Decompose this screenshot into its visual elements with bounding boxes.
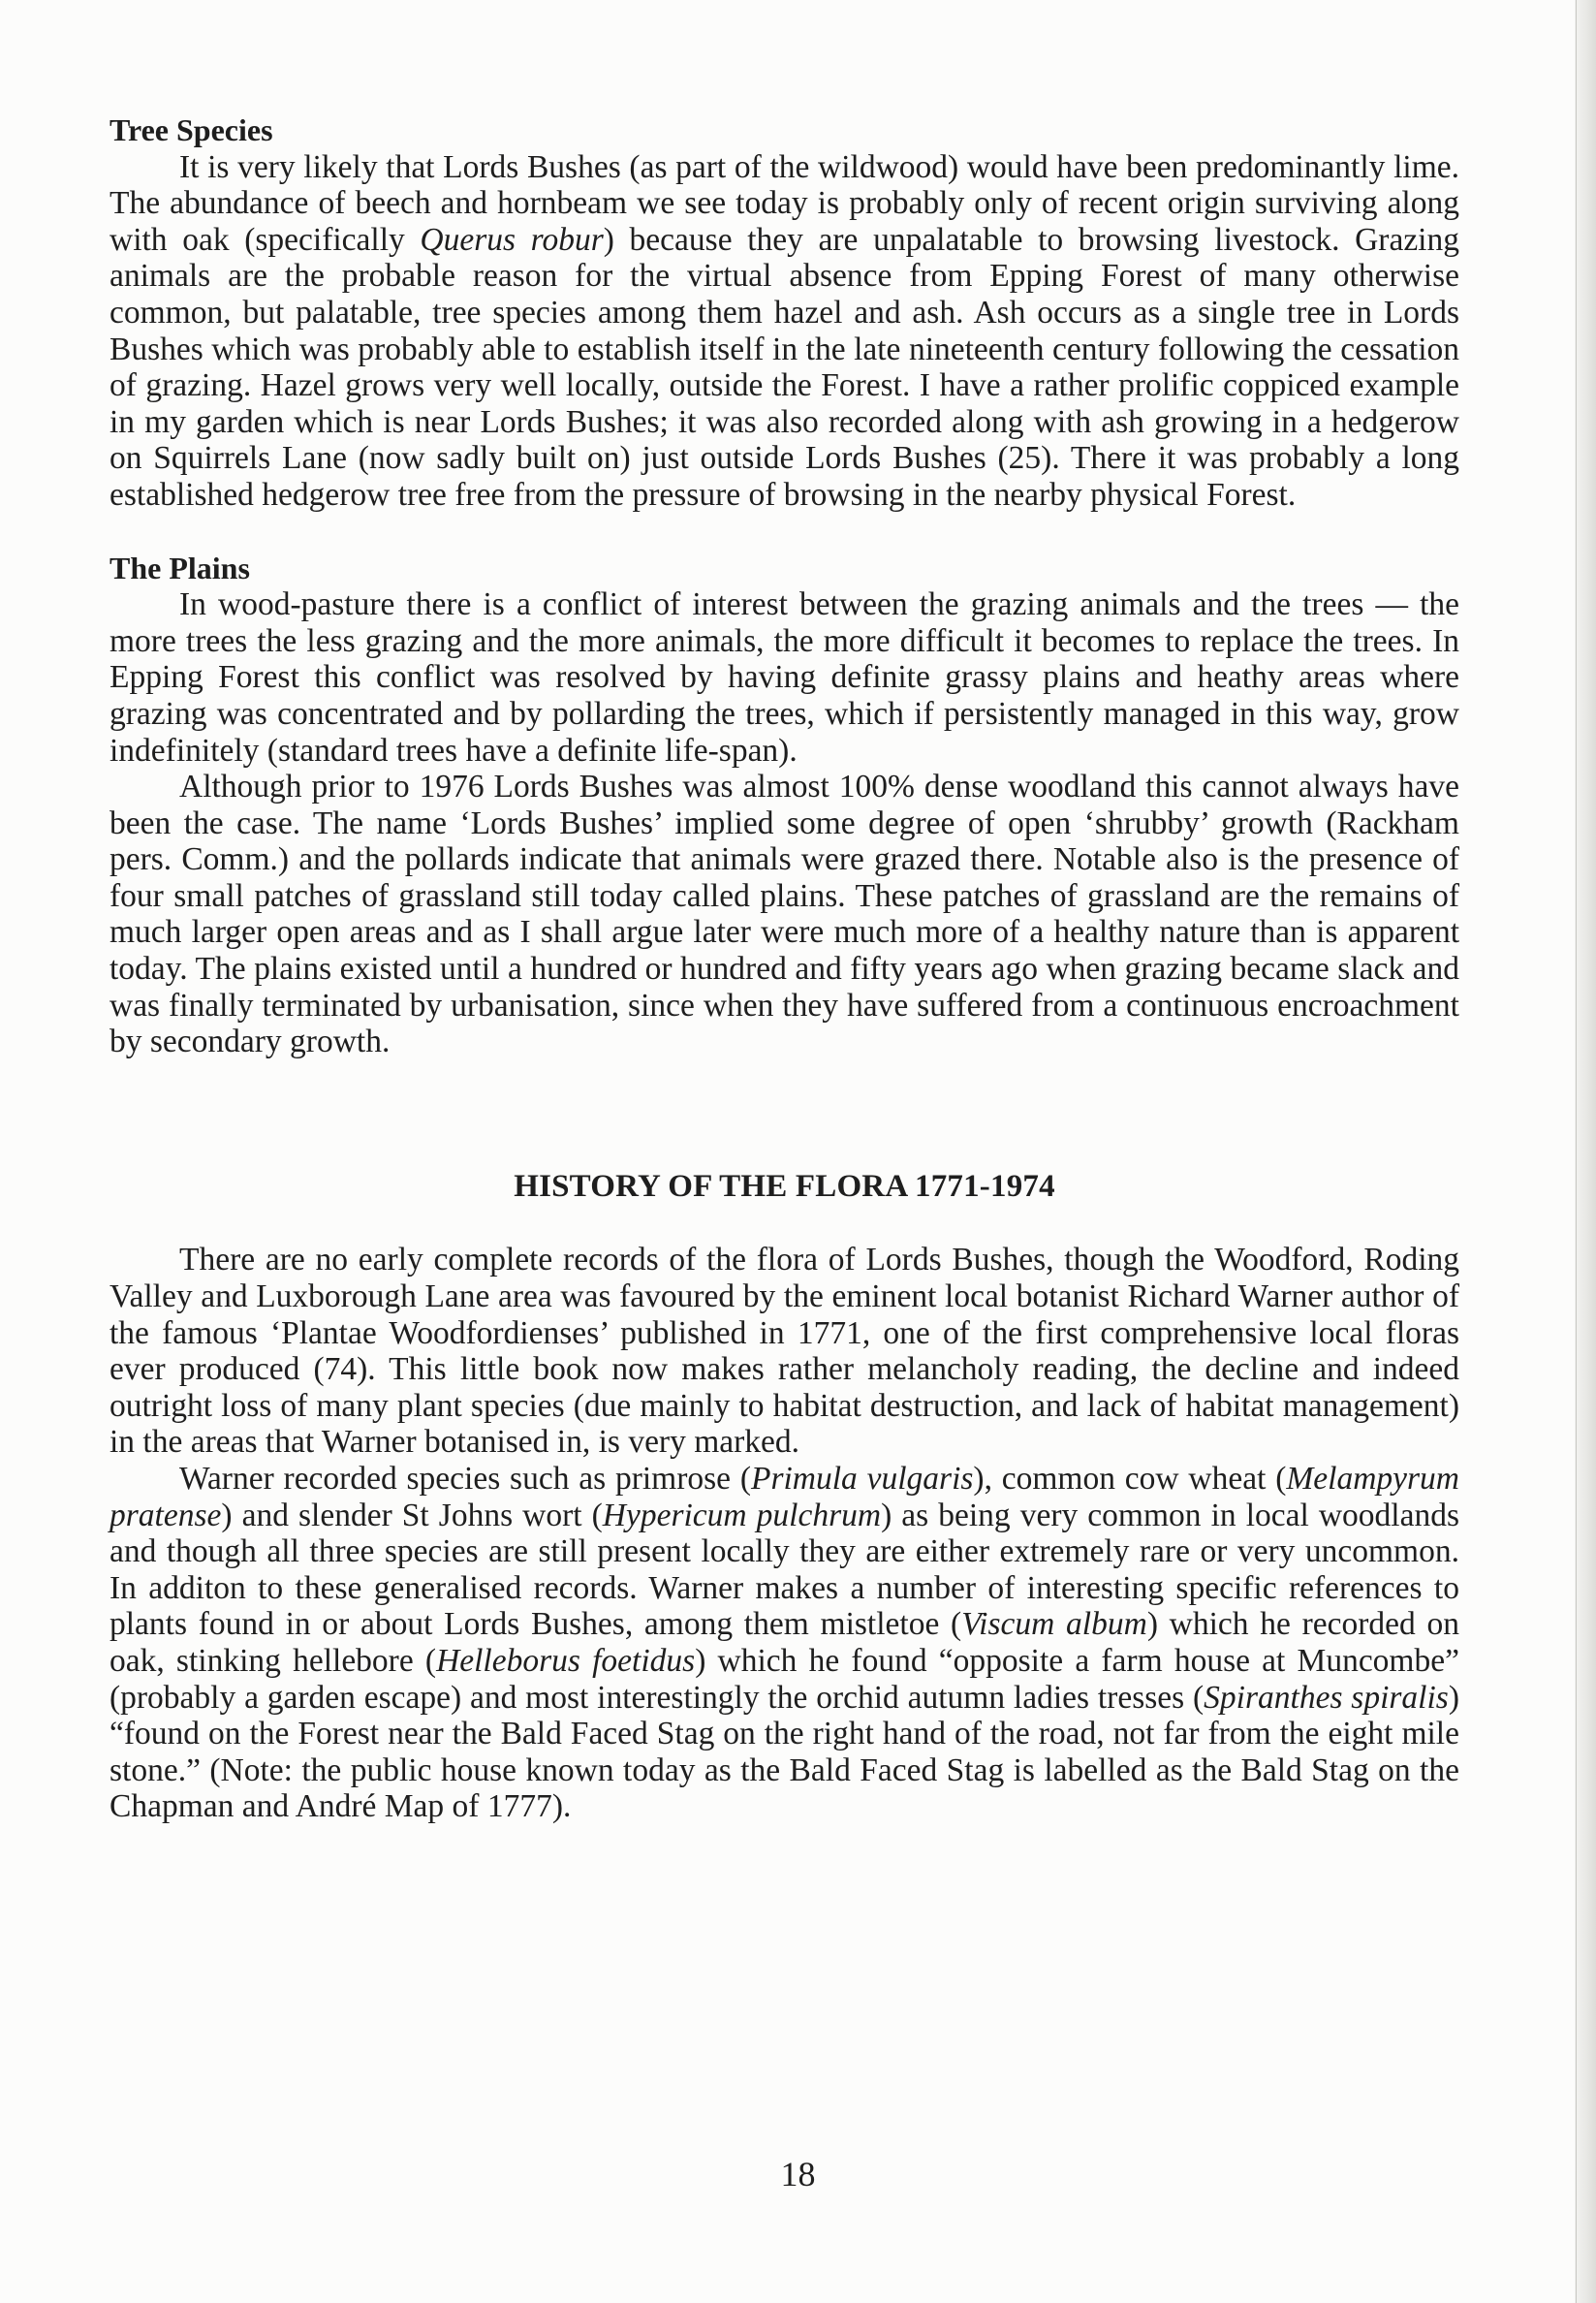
species-name: Querus robur [420,221,604,258]
page-number: 18 [780,2155,816,2193]
species-name: Viscum album [961,1606,1147,1643]
species-name: Primula vulgaris [751,1461,974,1497]
paragraph-tree-species: It is very likely that Lords Bushes (as part of the wildwood) would have been predominantly lime. The abundance of beech and hornbeam we see today is probably only of recent origin surviving along with oak (specifically Querus robur) because they are unpalatable to browsing livestock. Grazing animals are the probable reason for the virtual absence from Epping Forest of many otherwise common, but palatable, tree species among them hazel and ash. Ash occurs as a single tree in Lords Bushes which was probably able to establish itself in the late nineteenth century following the cessation of grazing. Hazel grows very well locally, outside the Forest. I have a rather prolific coppiced example in my garden which is near Lords Bushes; it was also recorded along with ash growing in a hedgerow on Squirrels Lane (now sadly built on) just outside Lords Bushes (25). There it was probably a long established hedgerow tree free from the pressure of browsing in the nearby physical Forest. [110,148,1459,513]
paragraph-history-2: Warner recorded species such as primrose (Primula vulgaris), common cow wheat (Melampyrum pratense) and slender St Johns wort (Hypericum pulchrum) as being very common in local woodlands and though all three species are still present locally they are either extremely rare or very uncommon. In additon to these generalised records. Warner makes a number of interesting specific references to plants found in or about Lords Bushes, among them mistletoe (Viscum album) which he recorded on oak, stinking hellebore (Helleborus foetidus) which he found “opposite a farm house at Muncombe” (probably a garden escape) and most interestingly the orchid autumn ladies tresses (Spiranthes spiralis) “found on the Forest near the Bald Faced Stag on the right hand of the road, not far from the eight mile stone.” (Note: the public house known today as the Bald Faced Stag is labelled as the Bald Stag on the Chapman and André Map of 1777). [110,1461,1459,1825]
heading-tree-species: Tree Species [110,112,273,147]
species-name: Melampyrum pratense [110,1461,1459,1533]
spacer [110,1060,1459,1169]
species-name: Helleborus foetidus [436,1642,696,1679]
heading-the-plains: The Plains [110,550,250,585]
paragraph-plains-1: In wood-pasture there is a conflict of interest between the grazing animals and the trees — the more trees the less grazing and the more animals, the more difficult it becomes to replace the trees. In Epping Forest this conflict was resolved by having definite grassy plains and heathy areas where grazing was concentrated and by pollarding the trees, which if persistently managed in this way, grow indefinitely (standard trees have a definite life-span). [110,586,1459,769]
page-content [110,112,1459,1825]
species-name: Spiranthes spiralis [1204,1679,1449,1716]
paragraph-history-1: There are no early complete records of the flora of Lords Bushes, though the Woodford, Roding Valley and Luxborough Lane area was favoured by the eminent local botanist Richard Warner author of the famous ‘Plantae Woodfordienses’ published in 1771, one of the first comprehensive local floras ever produced (74). This little book now makes rather melancholy reading, the decline and indeed outright loss of many plant species (due mainly to habitat destruction, and lack of habitat management) in the areas that Warner botanised in, is very marked. [110,1242,1459,1461]
spacer [110,514,1459,551]
spacer [110,1205,1459,1242]
paragraph-plains-2: Although prior to 1976 Lords Bushes was almost 100% dense woodland this cannot always have been the case. The name ‘Lords Bushes’ implied some degree of open ‘shrubby’ growth (Rackham pers. Comm.) and the pollards indicate that animals were grazed there. Notable also is the presence of four small patches of grassland still today called plains. These patches of grassland are the remains of much larger open areas and as I shall argue later were much more of a healthy nature than is apparent today. The plains existed until a hundred or hundred and fifty years ago when grazing became slack and was finally terminated by urbanisation, since when they have suffered from a continuous encroachment by secondary growth. [110,769,1459,1060]
species-name: Hypericum pulchrum [602,1497,882,1533]
page-edge-line [1576,0,1577,2303]
heading-history-of-the-flora: HISTORY OF THE FLORA 1771-1974 [514,1168,1055,1204]
page-edge [1575,0,1596,2303]
